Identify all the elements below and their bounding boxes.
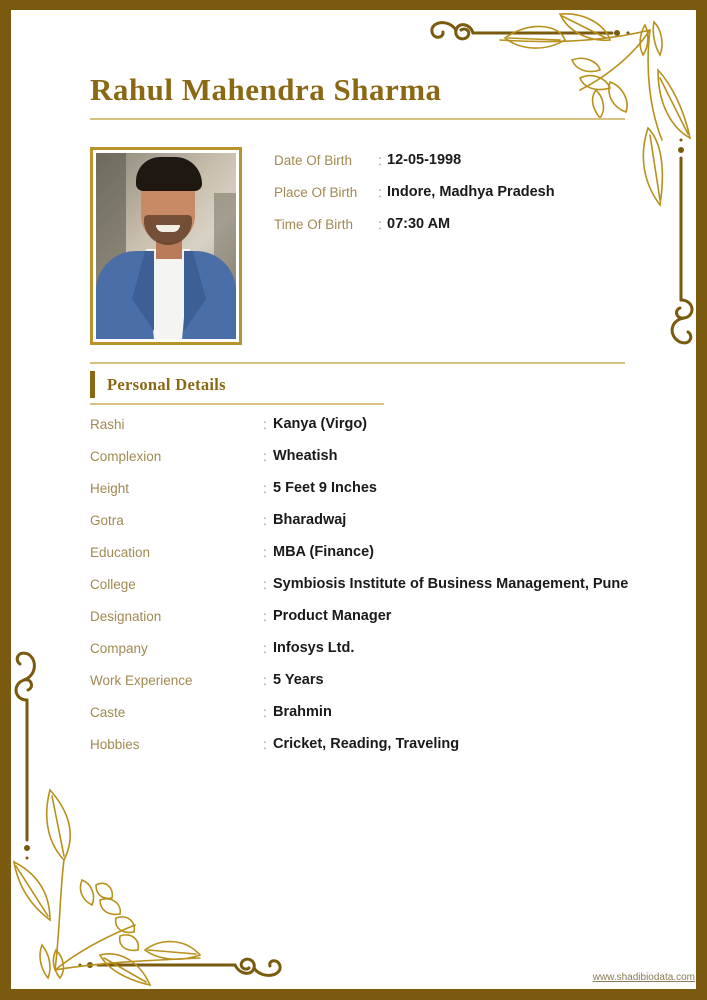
field-separator: : — [378, 217, 382, 232]
field-label: Height — [90, 481, 130, 496]
section-header-personal-details — [90, 371, 385, 398]
field-label: Caste — [90, 705, 126, 720]
profile-photo — [96, 153, 236, 339]
name-divider — [90, 118, 625, 120]
field-label: Designation — [90, 609, 162, 624]
field-label: Time Of Birth — [274, 217, 354, 232]
field-value: Cricket, Reading, Traveling — [273, 736, 460, 752]
field-value: 5 Years — [273, 672, 324, 688]
field-label: College — [90, 577, 136, 592]
field-value: Product Manager — [273, 608, 392, 624]
field-separator: : — [263, 481, 267, 496]
section-accent-bar — [90, 371, 95, 398]
field-separator: : — [263, 417, 267, 432]
field-separator: : — [263, 545, 267, 560]
field-value: Wheatish — [273, 448, 338, 464]
field-separator: : — [263, 737, 267, 752]
field-separator: : — [263, 705, 267, 720]
field-value: Symbiosis Institute of Business Management, Pune — [273, 576, 629, 592]
photo-section-divider — [90, 362, 625, 364]
field-separator: : — [263, 609, 267, 624]
field-value: Indore, Madhya Pradesh — [387, 184, 555, 200]
field-label: Education — [90, 545, 151, 560]
field-label: Complexion — [90, 449, 162, 464]
field-separator: : — [263, 673, 267, 688]
field-label: Rashi — [90, 417, 125, 432]
field-label: Hobbies — [90, 737, 140, 752]
field-value: 5 Feet 9 Inches — [273, 480, 377, 496]
field-label: Date Of Birth — [274, 153, 353, 168]
field-label: Place Of Birth — [274, 185, 358, 200]
profile-name: Rahul Mahendra Sharma — [90, 72, 442, 107]
field-value: 07:30 AM — [387, 216, 451, 232]
field-value: 12-05-1998 — [387, 152, 462, 168]
field-value: Infosys Ltd. — [273, 640, 355, 656]
field-value: MBA (Finance) — [273, 544, 374, 560]
field-label: Company — [90, 641, 148, 656]
profile-photo-frame — [90, 147, 242, 345]
field-label: Work Experience — [90, 673, 193, 688]
field-separator: : — [263, 641, 267, 656]
field-label: Gotra — [90, 513, 124, 528]
field-separator: : — [263, 577, 267, 592]
field-separator: : — [378, 185, 382, 200]
section-underline — [90, 403, 384, 405]
field-separator: : — [378, 153, 382, 168]
field-value: Kanya (Virgo) — [273, 416, 368, 432]
field-value: Bharadwaj — [273, 512, 347, 528]
field-separator: : — [263, 449, 267, 464]
field-separator: : — [263, 513, 267, 528]
field-value: Brahmin — [273, 704, 332, 720]
section-title: Personal Details — [107, 375, 226, 394]
watermark-link[interactable]: www.shadibiodata.com — [592, 972, 695, 983]
